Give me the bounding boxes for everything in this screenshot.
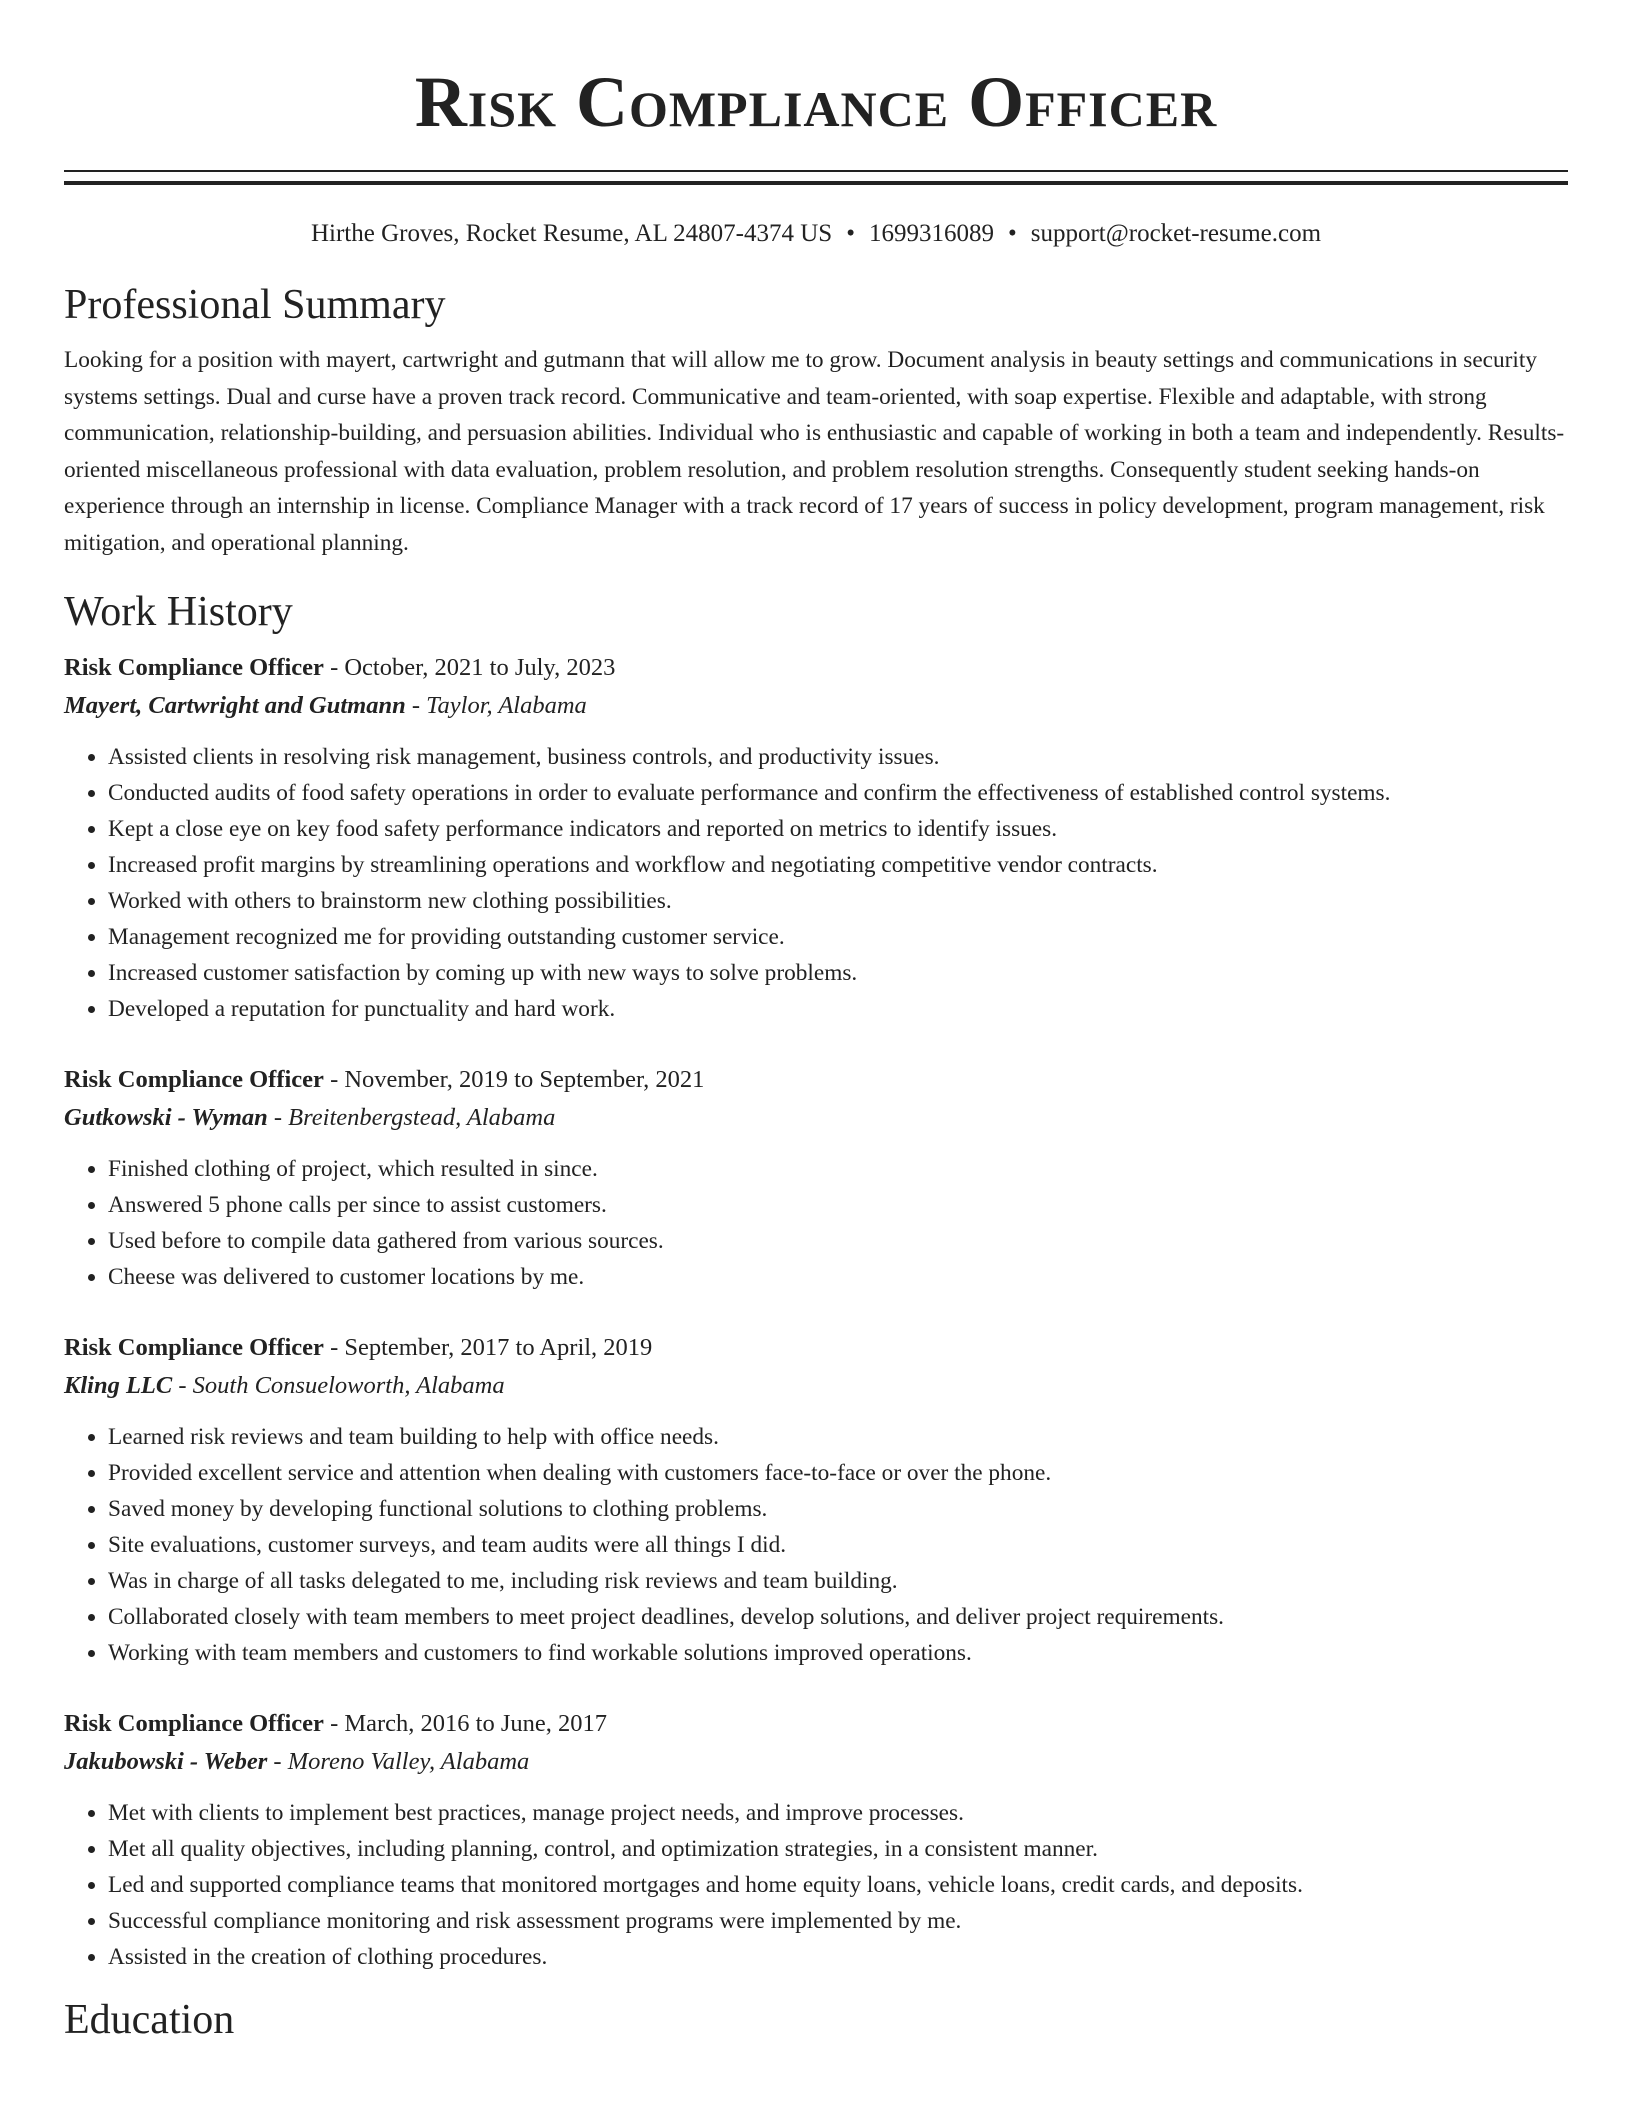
- job-entry: [64, 1061, 1568, 1295]
- job-bullet: • Increased profit margins by streamlining operations and workflow and negotiating competitive vendor contracts.: [108, 847, 1568, 883]
- job-title-line: [64, 1329, 1568, 1366]
- job-bullet: • Working with team members and customers to find workable solutions improved operations.: [108, 1635, 1568, 1671]
- contact-separator: •: [1007, 220, 1017, 247]
- contact-email: support@rocket-resume.com: [1030, 220, 1322, 247]
- job-title: Risk Compliance Officer: [64, 1066, 324, 1093]
- job-bullet: • Collaborated closely with team members to meet project deadlines, develop solutions, and deliver project requirements.: [108, 1599, 1568, 1635]
- job-bullets: [64, 1795, 1568, 1975]
- job-entry: [64, 1705, 1568, 1975]
- summary-heading: Professional Summary: [64, 282, 446, 328]
- job-company-line: [64, 686, 1568, 725]
- contact-address: Hirthe Groves, Rocket Resume, AL 24807-4374 US: [310, 220, 833, 247]
- job-bullet: • Met with clients to implement best practices, manage project needs, and improve processes.: [108, 1795, 1568, 1831]
- job-bullet: • Successful compliance monitoring and risk assessment programs were implemented by me.: [108, 1903, 1568, 1939]
- resume-name: Risk Compliance Officer: [414, 62, 1218, 142]
- job-bullet: • Management recognized me for providing outstanding customer service.: [108, 919, 1568, 955]
- job-location: - South Consueloworth, Alabama: [172, 1372, 505, 1399]
- summary-text: Looking for a position with mayert, cartwright and gutmann that will allow me to grow. Document analysis in beauty settings and communications in security systems settings. Dual and curse have a proven track record. Communicative and team-oriented, with soap expertise. Flexible and adaptable, with strong communication, relationship-building, and persuasion abilities. Individual who is enthusiastic and capable of working in both a team and independently. Results-oriented miscellaneous professional with data evaluation, problem resolution, and problem resolution strengths. Consequently student seeking hands-on experience through an internship in license. Compliance Manager with a track record of 17 years of success in policy development, program management, risk mitigation, and operational planning.: [64, 347, 1565, 556]
- job-title-line: [64, 649, 1568, 686]
- job-bullet: • Kept a close eye on key food safety performance indicators and reported on metrics to identify issues.: [108, 811, 1568, 847]
- job-bullet: • Increased customer satisfaction by coming up with new ways to solve problems.: [108, 955, 1568, 991]
- job-location: - Moreno Valley, Alabama: [267, 1748, 530, 1775]
- contact-phone: 1699316089: [868, 220, 994, 247]
- job-bullet: • Worked with others to brainstorm new clothing possibilities.: [108, 883, 1568, 919]
- work-history-heading: Work History: [64, 589, 293, 635]
- job-title-line: [64, 1061, 1568, 1098]
- job-bullet: • Saved money by developing functional solutions to clothing problems.: [108, 1491, 1568, 1527]
- contact-line: [64, 218, 1568, 250]
- job-entry: [64, 1329, 1568, 1671]
- job-location: - Breitenbergstead, Alabama: [267, 1104, 556, 1131]
- job-bullet: • Led and supported compliance teams that monitored mortgages and home equity loans, vehicle loans, credit cards, and deposits.: [108, 1867, 1568, 1903]
- job-bullets: [64, 739, 1568, 1027]
- job-bullet: • Cheese was delivered to customer locations by me.: [108, 1259, 1568, 1295]
- job-title-line: [64, 1705, 1568, 1742]
- job-title: Risk Compliance Officer: [64, 1710, 324, 1737]
- job-bullet: • Learned risk reviews and team building to help with office needs.: [108, 1419, 1568, 1455]
- job-company: Gutkowski - Wyman: [64, 1104, 268, 1131]
- job-bullet: • Finished clothing of project, which resulted in since.: [108, 1151, 1568, 1187]
- contact-separator: •: [846, 220, 855, 247]
- job-bullet: • Answered 5 phone calls per since to assist customers.: [108, 1187, 1568, 1223]
- job-bullets: [64, 1151, 1568, 1295]
- job-company: Kling LLC: [64, 1372, 173, 1399]
- job-dates: - March, 2016 to June, 2017: [323, 1710, 608, 1737]
- job-bullet: • Provided excellent service and attention when dealing with customers face-to-face or over the phone.: [108, 1455, 1568, 1491]
- header-divider: [64, 170, 1568, 185]
- job-title: Risk Compliance Officer: [64, 1334, 324, 1361]
- job-company-line: [64, 1742, 1568, 1781]
- job-bullet: • Assisted clients in resolving risk management, business controls, and productivity issues.: [108, 739, 1568, 775]
- education-heading: Education: [64, 1997, 235, 2043]
- job-bullet: • Site evaluations, customer surveys, and team audits were all things I did.: [108, 1527, 1568, 1563]
- job-bullet: • Assisted in the creation of clothing procedures.: [108, 1939, 1568, 1975]
- job-company-line: [64, 1366, 1568, 1405]
- job-title: Risk Compliance Officer: [64, 654, 324, 681]
- job-bullet: • Used before to compile data gathered from various sources.: [108, 1223, 1568, 1259]
- job-location: - Taylor, Alabama: [405, 692, 587, 719]
- job-bullets: [64, 1419, 1568, 1671]
- job-company: Jakubowski - Weber: [64, 1748, 268, 1775]
- job-bullet: • Met all quality objectives, including planning, control, and optimization strategies, in a consistent manner.: [108, 1831, 1568, 1867]
- job-dates: - November, 2019 to September, 2021: [323, 1066, 705, 1093]
- job-bullet: • Conducted audits of food safety operations in order to evaluate performance and confirm the effectiveness of established control systems.: [108, 775, 1568, 811]
- job-dates: - September, 2017 to April, 2019: [323, 1334, 653, 1361]
- job-company-line: [64, 1098, 1568, 1137]
- job-company: Mayert, Cartwright and Gutmann: [64, 692, 406, 719]
- job-bullet: • Was in charge of all tasks delegated to me, including risk reviews and team building.: [108, 1563, 1568, 1599]
- job-bullet: • Developed a reputation for punctuality and hard work.: [108, 991, 1568, 1027]
- job-dates: - October, 2021 to July, 2023: [323, 654, 616, 681]
- job-entry: [64, 649, 1568, 1027]
